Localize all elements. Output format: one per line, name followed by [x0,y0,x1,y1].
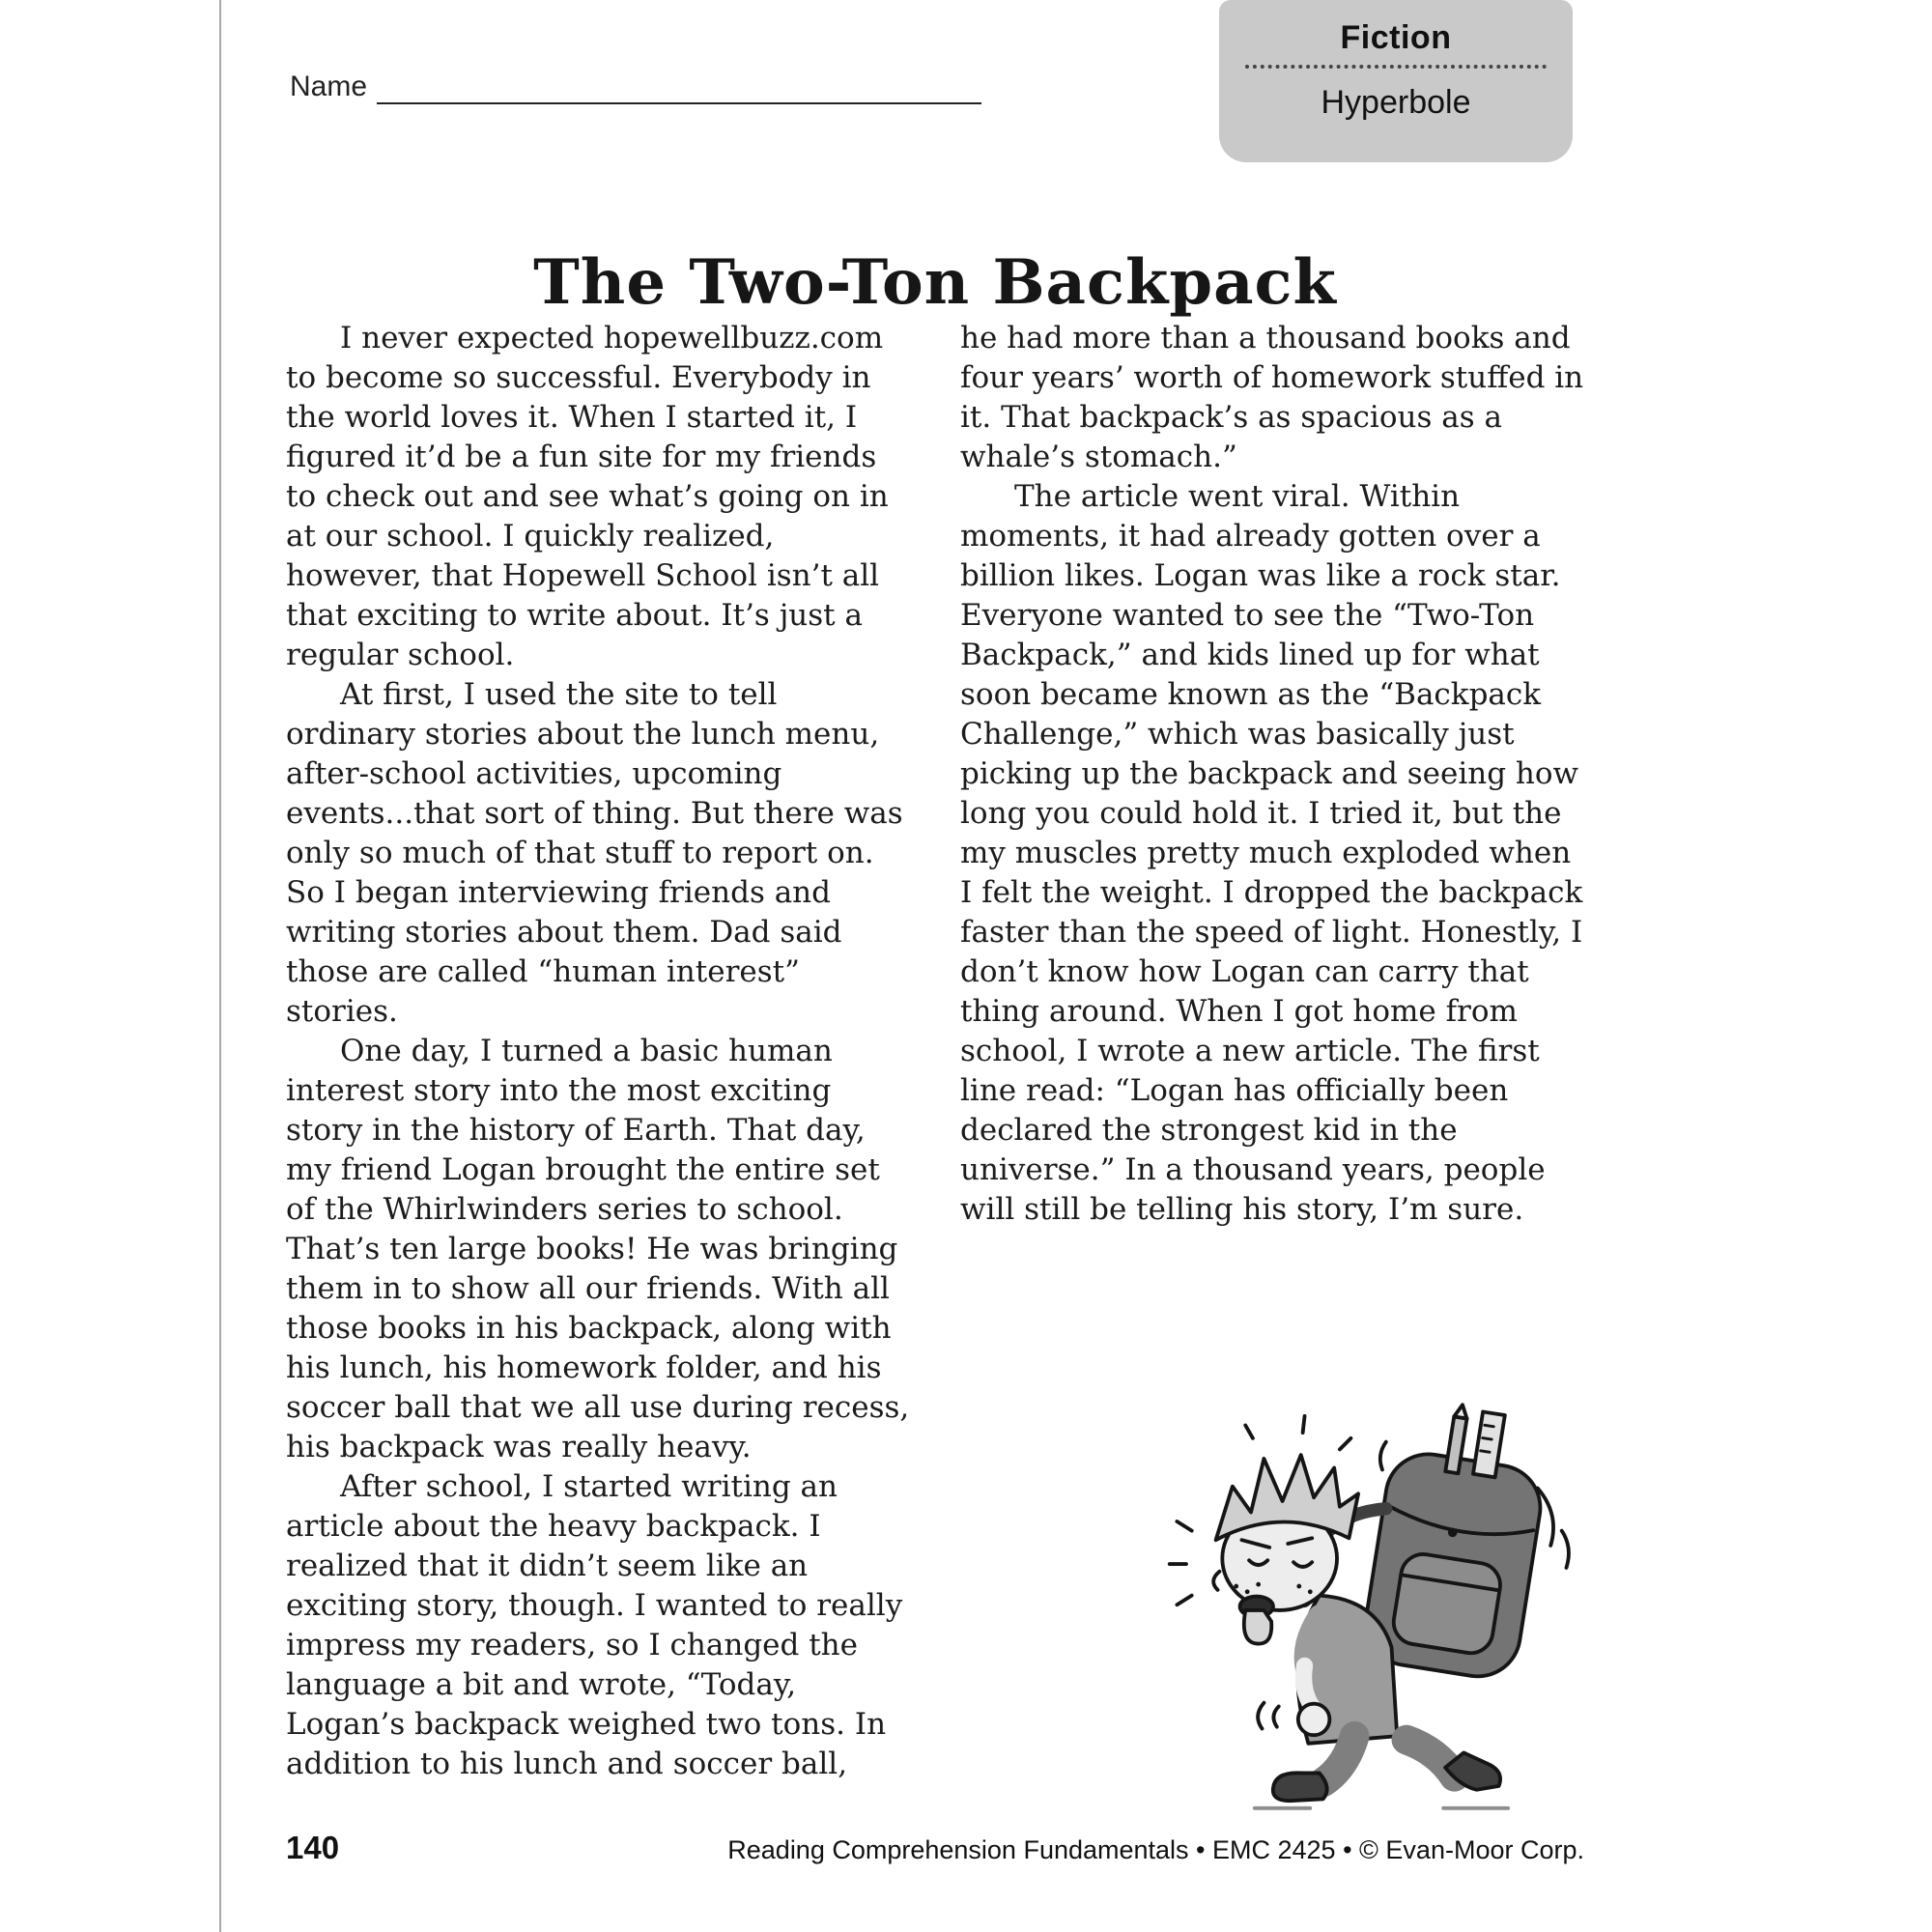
page-edge-rule [219,0,221,1932]
footer-credit: Reading Comprehension Fundamentals • EMC 2425 • © Evan-Moor Corp. [727,1835,1584,1864]
story-paragraph: I never expected hopewellbuzz.com to become so successful. Everybody in the world loves it. When I started it, I figured it’d be a fun site for my friends to check out and see what’s going on in at our school. I quickly realized, however, that Hopewell School isn’t all that exciting to write about. It’s just a regular school. [286,321,889,672]
boy-front-shoe [1273,1773,1327,1801]
story-paragraph: The article went viral. Within moments, it had already gotten over a billion likes. Logan was like a rock star. Everyone wanted to see the “Two-Ton Backpack,” and kids lined up for what soon became known as the “Backpack Challenge,” which was basically just picking up the backpack and seeing how long you could hold it. I tried it, but the my muscles pretty much exploded when I felt the weight. I dropped the backpack faster than the speed of light. Honestly, I don’t know how Logan can carry that thing around. When I got home from school, I wrote a new article. The first line read: “Logan has officially been declared the strongest kid in the universe.” In a thousand years, people will still be telling his story, I’m sure. [960,479,1583,1227]
page-footer [286,1830,1584,1866]
page-title: The Two-Ton Backpack [533,245,1337,319]
boy-nose [1213,1572,1219,1590]
boy-fist [1298,1704,1330,1736]
story-paragraph: After school, I started writing an article about the heavy backpack. I realized that it didn’t seem like an exciting story, though. I wanted to really impress my readers, so I changed the language a bit and wrote, “Today, Logan’s backpack weighed two tons. In addition to his lunch and soccer ball, [286,1469,903,1781]
sweat-lines [1177,1521,1191,1531]
boy-heavy-backpack-illustration [1164,1401,1599,1818]
tab-category-label: Fiction [1340,19,1452,56]
skill-tab [1219,0,1573,162]
name-label: Name [290,71,368,102]
story-paragraph: At first, I used the site to tell ordinary stories about the lunch menu, after-school activities, upcoming events...that sort of thing. But there was only so much of that stuff to report on. So I began interviewing friends and writing stories about them. Dad said those are called “human interest” stories. [286,677,903,1029]
page-number: 140 [286,1830,340,1865]
story-paragraph: One day, I turned a basic human interest story into the most exciting story in the history of Earth. That day, my friend Logan brought the entire set of the Whirlwinders series to school. That’s ten large books! He was bringing them in to show all our friends. With all those books in his backpack, along with his lunch, his homework folder, and his soccer ball that we all use during recess, his backpack was really heavy. [286,1034,910,1464]
name-field-line[interactable] [377,71,981,104]
tab-skill-label: Hyperbole [1321,84,1471,121]
story-column-left [286,319,910,1784]
ruler-and-pencil [1445,1404,1505,1479]
tab-dotted-divider [1245,65,1547,69]
boy-tongue [1244,1610,1271,1644]
story-paragraph: he had more than a thousand books and four years’ worth of homework stuffed in it. That backpack’s as spacious as a whale’s stomach.” [960,321,1584,474]
name-row [290,70,981,104]
